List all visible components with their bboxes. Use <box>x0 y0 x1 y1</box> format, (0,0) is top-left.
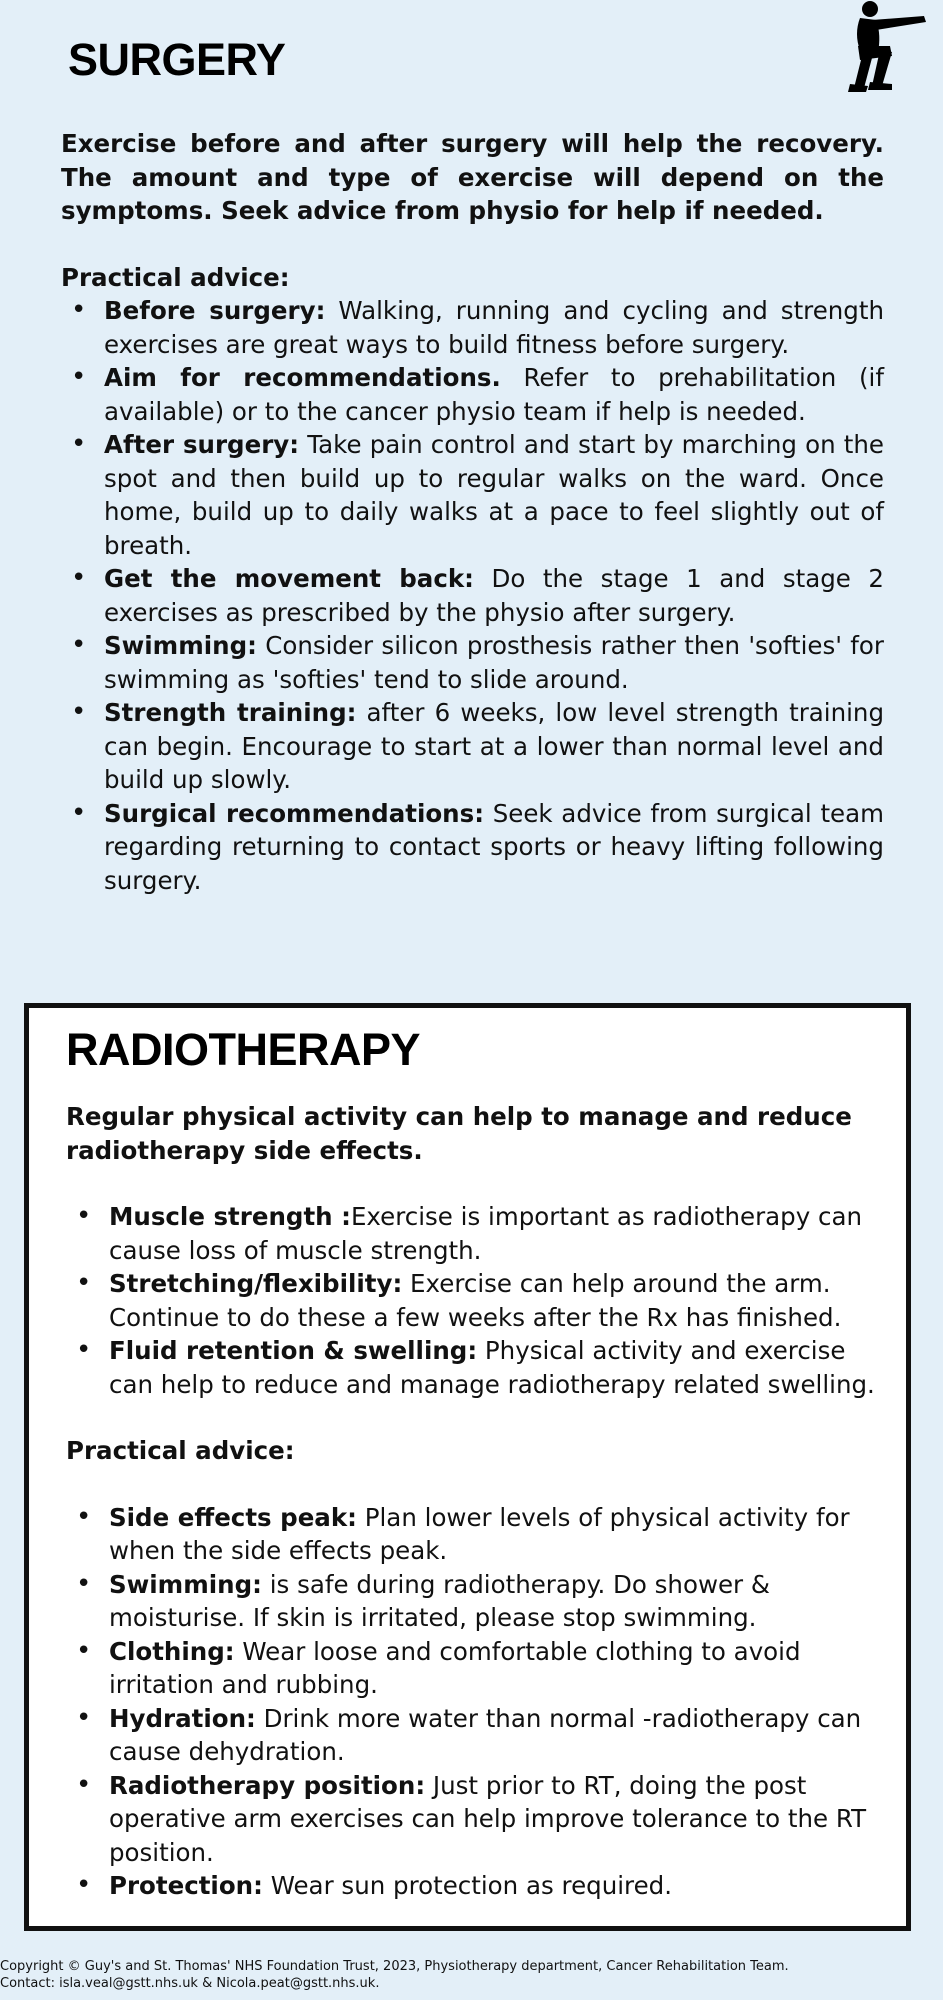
surgery-section <box>61 127 884 897</box>
list-item: • Clothing: Wear loose and comfortable clothing to avoid irritation and rubbing. <box>109 1635 886 1702</box>
list-item: • Stretching/flexibility: Exercise can help around the arm. Continue to do these a few weeks after the Rx has finished. <box>109 1267 886 1334</box>
radiotherapy-title: RADIOTHERAPY <box>66 1024 421 1075</box>
footer <box>0 1958 789 1992</box>
list-item: • Side effects peak: Plan lower levels of physical activity for when the side effects peak. <box>109 1501 886 1568</box>
list-item: • Fluid retention & swelling: Physical activity and exercise can help to reduce and manage radiotherapy related swelling. <box>109 1334 886 1401</box>
surgery-intro: Exercise before and after surgery will help the recovery. The amount and type of exercise will depend on the symptoms. Seek advice from physio for help if needed. <box>61 129 884 225</box>
list-item: • After surgery: Take pain control and start by marching on the spot and then build up to regular walks on the ward. Once home, build up to daily walks at a pace to feel slightly out of breath. <box>104 428 884 562</box>
surgery-advice-list <box>61 294 884 897</box>
list-item: • Radiotherapy position: Just prior to RT, doing the post operative arm exercises can help improve tolerance to the RT position. <box>109 1769 886 1870</box>
list-item: • Before surgery: Walking, running and cycling and strength exercises are great ways to build fitness before surgery. <box>104 294 884 361</box>
list-item: • Protection: Wear sun protection as required. <box>109 1869 886 1903</box>
list-item: • Get the movement back: Do the stage 1 and stage 2 exercises as prescribed by the physio after surgery. <box>104 562 884 629</box>
radiotherapy-benefits-list <box>66 1200 886 1401</box>
list-item: • Swimming: is safe during radiotherapy. Do shower & moisturise. If skin is irritated, please stop swimming. <box>109 1568 886 1635</box>
surgery-practical-label: Practical advice: <box>61 262 290 292</box>
list-item: • Aim for recommendations. Refer to prehabilitation (if available) or to the cancer physio team if help is needed. <box>104 361 884 428</box>
list-item: • Swimming: Consider silicon prosthesis rather then 'softies' for swimming as 'softies' tend to slide around. <box>104 629 884 696</box>
radiotherapy-box <box>24 1003 911 1931</box>
list-item: • Strength training: after 6 weeks, low level strength training can begin. Encourage to start at a lower than normal level and build up slowly. <box>104 696 884 797</box>
list-item: • Muscle strength :Exercise is important as radiotherapy can cause loss of muscle strength. <box>109 1200 886 1267</box>
radiotherapy-advice-list <box>66 1501 886 1903</box>
list-item: • Hydration: Drink more water than normal -radiotherapy can cause dehydration. <box>109 1702 886 1769</box>
squat-figure-icon <box>842 0 932 92</box>
list-item: • Surgical recommendations: Seek advice from surgical team regarding returning to contact sports or heavy lifting following surgery. <box>104 797 884 898</box>
copyright-text: Copyright © Guy's and St. Thomas' NHS Foundation Trust, 2023, Physiotherapy department, Cancer Rehabilitation Team. <box>0 1959 789 1974</box>
contact-text: Contact: isla.veal@gstt.nhs.uk & Nicola.peat@gstt.nhs.uk. <box>0 1976 380 1991</box>
surgery-title: SURGERY <box>68 34 286 85</box>
radiotherapy-intro: Regular physical activity can help to manage and reduce radiotherapy side effects. <box>66 1102 852 1165</box>
radiotherapy-practical-label: Practical advice: <box>66 1436 295 1465</box>
